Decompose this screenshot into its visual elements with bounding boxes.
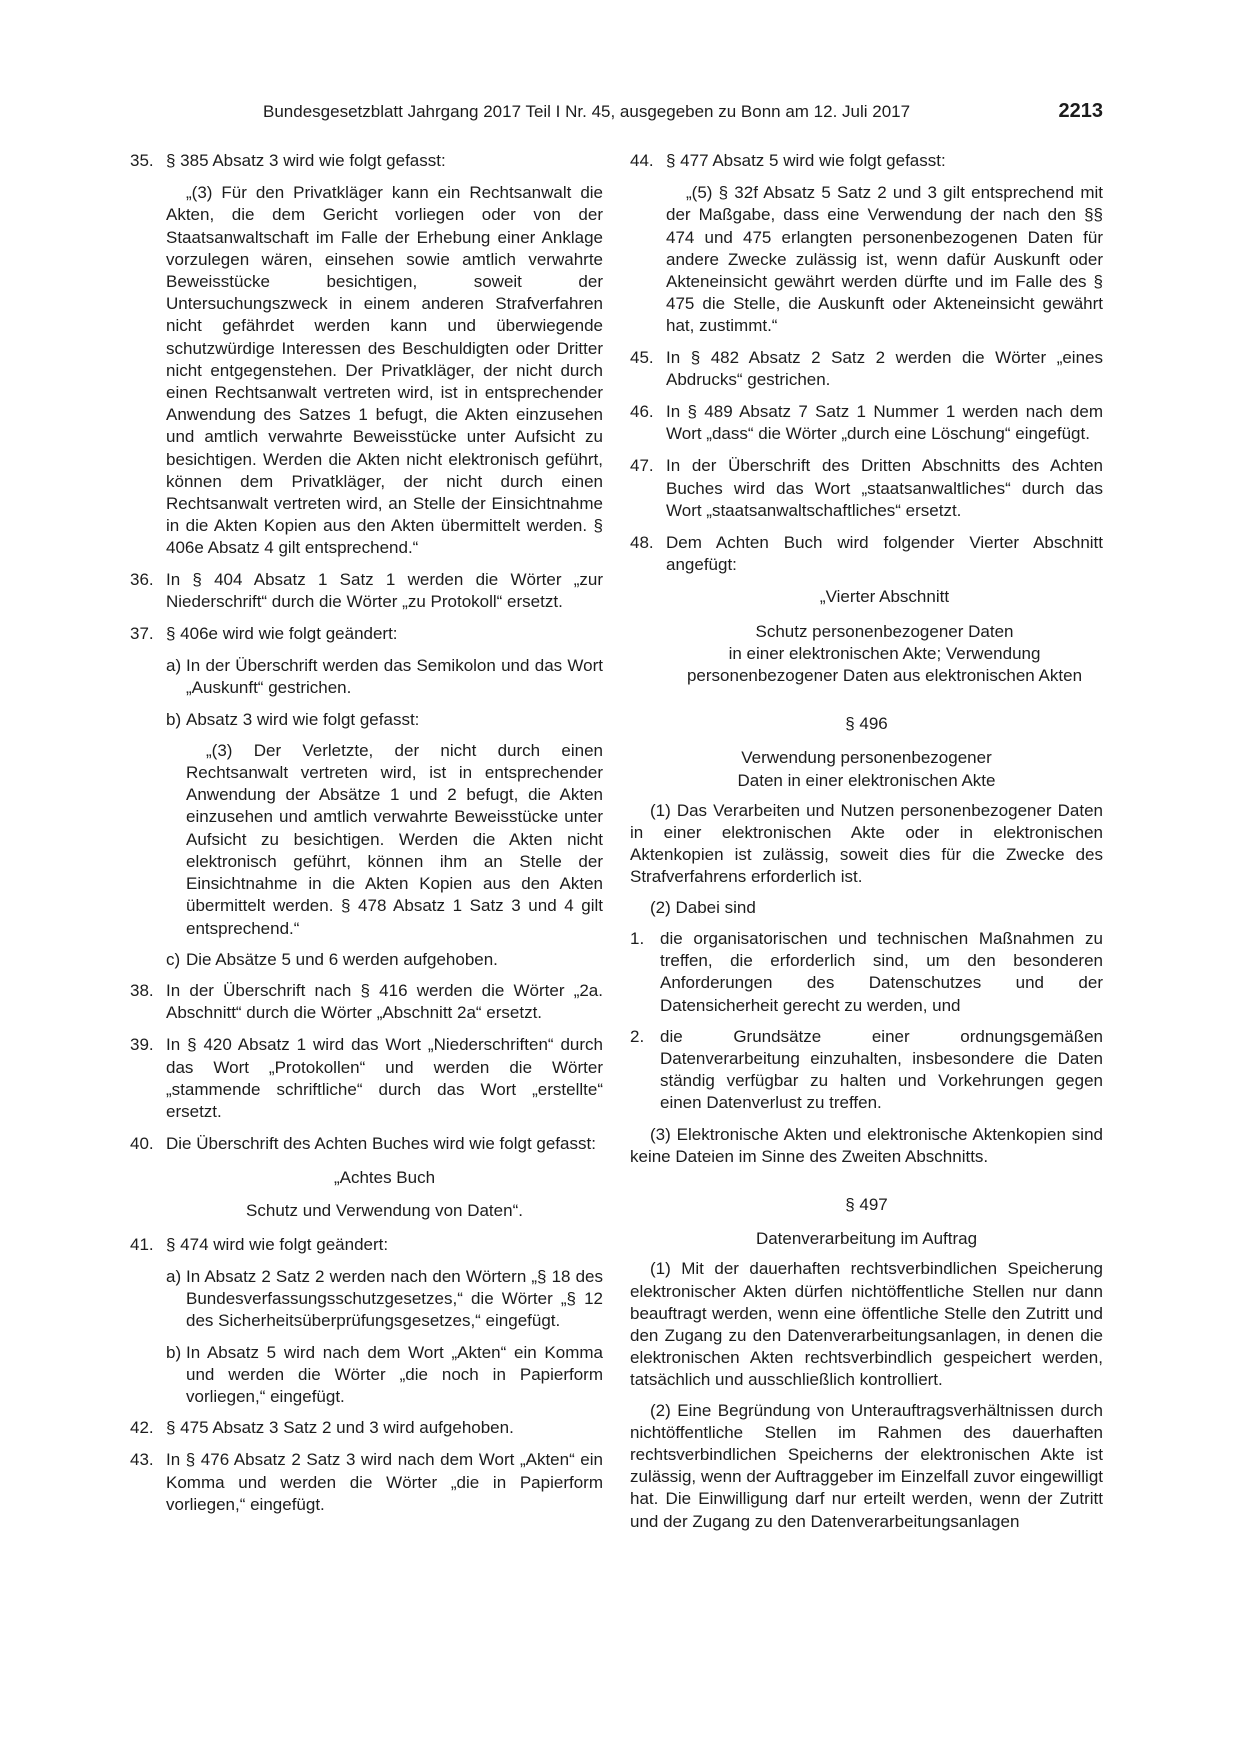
item-text: In § 482 Absatz 2 Satz 2 werden die Wörter „eines Abdrucks“ gestrichen. <box>666 347 1103 389</box>
section-title: „Vierter Abschnitt <box>819 587 950 607</box>
list-item <box>630 401 1103 445</box>
item-text: In der Überschrift nach § 416 werden die Wörter „2a. Abschnitt“ durch die Wörter „Abschnitt 2a“ ersetzt. <box>166 980 603 1023</box>
list-item <box>130 1034 603 1123</box>
sub-item-letter: b) <box>166 1342 182 1362</box>
list-item <box>130 980 603 1024</box>
item-number: 36. <box>130 569 154 589</box>
item-number: 38. <box>130 980 154 1000</box>
running-title: Bundesgesetzblatt Jahrgang 2017 Teil I Nr. 45, ausgegeben zu Bonn am 12. Juli 2017 <box>263 102 911 121</box>
quoted-paragraph: „(3) Für den Privatkläger kann ein Rechtsanwalt die Akten, die dem Gericht vorliegen oder von der Staatsanwaltschaft im Falle der Erhebung einer Anklage vorzulegen wären, einsehen sowie amtlich verwahrte Beweisstücke besichtigen, soweit der Untersuchungszweck in einem anderen Strafverfahren nicht gefährdet werden kann und überwiegende schutzwürdige Interessen des Beschuldigten oder Dritter nicht entgegenstehen. Der Privatkläger, der nicht durch einen Rechtsanwalt vertreten wird, ist in entsprechender Anwendung des Satzes 1 befugt, die Akten einzusehen und amtlich verwahrte Beweisstücke unter Aufsicht zu besichtigen. Werden die Akten nicht elektronisch geführt, können dem Privatkläger, der nicht durch einen Rechtsanwalt vertreten wird, an Stelle der Einsichtnahme in die Akten Kopien aus den Akten übermittelt werden. § 406e Absatz 4 gilt entsprechend.“ <box>166 183 603 558</box>
item-number: 45. <box>630 347 654 367</box>
sub-item <box>130 1342 603 1409</box>
sub-item-letter: a) <box>166 656 182 676</box>
section-subtitle-line: Schutz personenbezogener Daten <box>755 621 1014 641</box>
item-number: 37. <box>130 624 154 644</box>
numbered-item-text: die organisatorischen und technischen Maßnahmen zu treffen, die erforderlich sind, um den besonderen Anforderungen des Datenschutzes und der Datensicherheit gerecht zu werden, und <box>660 928 1103 1015</box>
sub-item-text: Absatz 3 wird wie folgt gefasst: <box>186 709 420 729</box>
item-text: § 477 Absatz 5 wird wie folgt gefasst: <box>666 151 946 170</box>
numbered-item <box>630 1026 1103 1115</box>
list-item <box>630 532 1103 576</box>
sub-item <box>130 1266 603 1333</box>
item-number: 42. <box>130 1418 154 1438</box>
item-text: § 475 Absatz 3 Satz 2 und 3 wird aufgehoben. <box>166 1418 514 1438</box>
paragraph-496-number: § 496 <box>845 714 888 734</box>
list-item <box>130 1133 603 1155</box>
sub-item-text: In Absatz 2 Satz 2 werden nach den Wörtern „§ 18 des Bundesverfassungsschutzgesetzes,“ die Wörter „§ 12 des Sicherheitsüberprüfungsgesetzes,“ eingefügt. <box>186 1266 603 1331</box>
sub-item <box>130 655 603 699</box>
item-number: 41. <box>130 1234 154 1254</box>
paragraph-497-section-2: (2) Eine Begründung von Unterauftragsverhältnissen durch nichtöffentliche Stellen im Rahmen des dauerhaften rechtsverbindlichen Speicherns der elektronischen Akte ist zulässig, wenn der Auftraggeber im Einzelfall zuvor eingewilligt hat. Die Einwilligung darf nur erteilt werden, wenn der Zutritt und der Zugang zu den Datenverarbeitungsanlagen <box>630 1400 1103 1531</box>
item-text: In der Überschrift des Dritten Abschnitts des Achten Buches wird das Wort „staatsanwaltliches“ durch das Wort „staatsanwaltschaftliches“ ersetzt. <box>666 456 1103 520</box>
page-number: 2213 <box>1058 100 1103 122</box>
item-number: 44. <box>630 151 654 170</box>
paragraph-496-section-2: (2) Dabei sind <box>650 897 756 917</box>
book-heading: „Achtes Buch <box>333 1168 436 1188</box>
list-item <box>630 150 1103 172</box>
paragraph-496-section-3: (3) Elektronische Akten und elektronische Aktenkopien sind keine Dateien im Sinne des Zweiten Abschnitts. <box>630 1124 1103 1166</box>
numbered-item-text: die Grundsätze einer ordnungsgemäßen Datenverarbeitung einzuhalten, insbesondere die Daten ständig verfügbar zu halten und Vorkehrungen gegen einen Datenverlust zu treffen. <box>660 1026 1103 1113</box>
item-number: 47. <box>630 456 654 476</box>
list-item <box>630 347 1103 391</box>
quoted-paragraph: „(5) § 32f Absatz 5 Satz 2 und 3 gilt entsprechend mit der Maßgabe, dass eine Verwendung der nach den §§ 474 und 475 erlangten personenbezogenen Daten für andere Zwecke zulässig ist, wenn dafür Auskunft oder Akteneinsicht gewährt werden dürfte und im Falle des § 475 die Stelle, die Auskunft oder Akteneinsicht gewährt hat, zustimmt.“ <box>666 183 1103 336</box>
right-column <box>630 150 1103 1541</box>
section-subtitle <box>666 621 1103 688</box>
item-number: 46. <box>630 402 654 422</box>
left-column <box>130 150 603 1526</box>
item-text: § 474 wird wie folgt geändert: <box>166 1234 389 1254</box>
item-number: 35. <box>130 151 154 170</box>
list-item <box>630 455 1103 522</box>
sub-item <box>130 709 603 731</box>
page-header <box>130 100 1103 130</box>
item-text: In § 420 Absatz 1 wird das Wort „Niederschriften“ durch das Wort „Protokollen“ und werden die Wörter „stammende schriftliche“ durch das Wort „erstellte“ ersetzt. <box>166 1035 603 1121</box>
sub-item-letter: a) <box>166 1266 182 1286</box>
paragraph-497-section-1: (1) Mit der dauerhaften rechtsverbindlichen Speicherung elektronischer Akten dürfen nichtöffentliche Stellen nur dann beauftragt werden, wenn eine öffentliche Stelle den Zutritt und den Zugang zu den Datenverarbeitungsanlagen, in denen die elektronischen Akten rechtsverbindlich gespeichert werden, tatsächlich und ausschließlich kontrolliert. <box>630 1259 1103 1390</box>
paragraph-496-title-line: Daten in einer elektronischen Akte <box>737 770 996 790</box>
list-item <box>130 1234 603 1256</box>
numbered-item-number: 1. <box>630 928 645 948</box>
sub-item-text: In der Überschrift werden das Semikolon und das Wort „Auskunft“ gestrichen. <box>186 656 603 698</box>
item-text: Die Überschrift des Achten Buches wird wie folgt gefasst: <box>166 1134 596 1154</box>
list-item <box>130 1417 603 1439</box>
section-subtitle-line: personenbezogener Daten aus elektronischen Akten <box>686 666 1083 686</box>
item-text: Dem Achten Buch wird folgender Vierter Abschnitt angefügt: <box>666 533 1103 575</box>
item-text: In § 489 Absatz 7 Satz 1 Nummer 1 werden nach dem Wort „dass“ die Wörter „durch eine Löschung“ eingefügt. <box>666 402 1103 444</box>
numbered-item-number: 2. <box>630 1026 645 1046</box>
paragraph-496-section-1: (1) Das Verarbeiten und Nutzen personenbezogener Daten in einer elektronischen Akte oder in elektronischen Aktenkopien ist zulässig, soweit dies für die Zwecke des Strafverfahrens erforderlich ist. <box>630 800 1103 887</box>
paragraph-496-title-line: Verwendung personenbezogener <box>741 748 992 768</box>
sub-item-letter: c) <box>166 949 181 969</box>
item-text: In § 404 Absatz 1 Satz 1 werden die Wörter „zur Niederschrift“ durch die Wörter „zu Protokoll“ ersetzt. <box>166 569 603 611</box>
item-number: 39. <box>130 1035 154 1055</box>
sub-item-letter: b) <box>166 709 182 729</box>
item-number: 48. <box>630 533 654 553</box>
item-number: 43. <box>130 1450 154 1470</box>
sub-item-text: In Absatz 5 wird nach dem Wort „Akten“ ein Komma und werden die Wörter „die noch in Papierform vorliegen,“ eingefügt. <box>186 1342 603 1406</box>
item-text: In § 476 Absatz 2 Satz 3 wird nach dem Wort „Akten“ ein Komma und werden die Wörter „die in Papierform vorliegen,“ eingefügt. <box>166 1450 603 1514</box>
list-item <box>130 569 603 613</box>
list-item <box>130 1449 603 1516</box>
section-subtitle-line: in einer elektronischen Akte; Verwendung <box>728 643 1041 663</box>
sub-item <box>130 949 603 971</box>
item-text: § 385 Absatz 3 wird wie folgt gefasst: <box>166 151 446 170</box>
list-item <box>130 150 603 172</box>
list-item <box>130 623 603 645</box>
numbered-item <box>630 928 1103 1017</box>
item-text: § 406e wird wie folgt geändert: <box>166 624 398 644</box>
paragraph-497-number: § 497 <box>845 1194 888 1214</box>
item-number: 40. <box>130 1134 154 1154</box>
paragraph-497-title: Datenverarbeitung im Auftrag <box>755 1229 978 1249</box>
sub-item-text: Die Absätze 5 und 6 werden aufgehoben. <box>186 949 498 969</box>
quoted-paragraph: „(3) Der Verletzte, der nicht durch einen Rechtsanwalt vertreten wird, ist in entsprechender Anwendung der Absätze 1 und 2 befugt, die Akten einzusehen und amtlich verwahrte Beweisstücke unter Aufsicht zu besichtigen. Werden die Akten nicht elektronisch geführt, können ihm an Stelle der Einsichtnahme in die Akten Kopien aus den Akten übermittelt werden. § 478 Absatz 1 Satz 3 und 4 gilt entsprechend.“ <box>186 740 603 938</box>
book-subheading: Schutz und Verwendung von Daten“. <box>246 1200 523 1220</box>
